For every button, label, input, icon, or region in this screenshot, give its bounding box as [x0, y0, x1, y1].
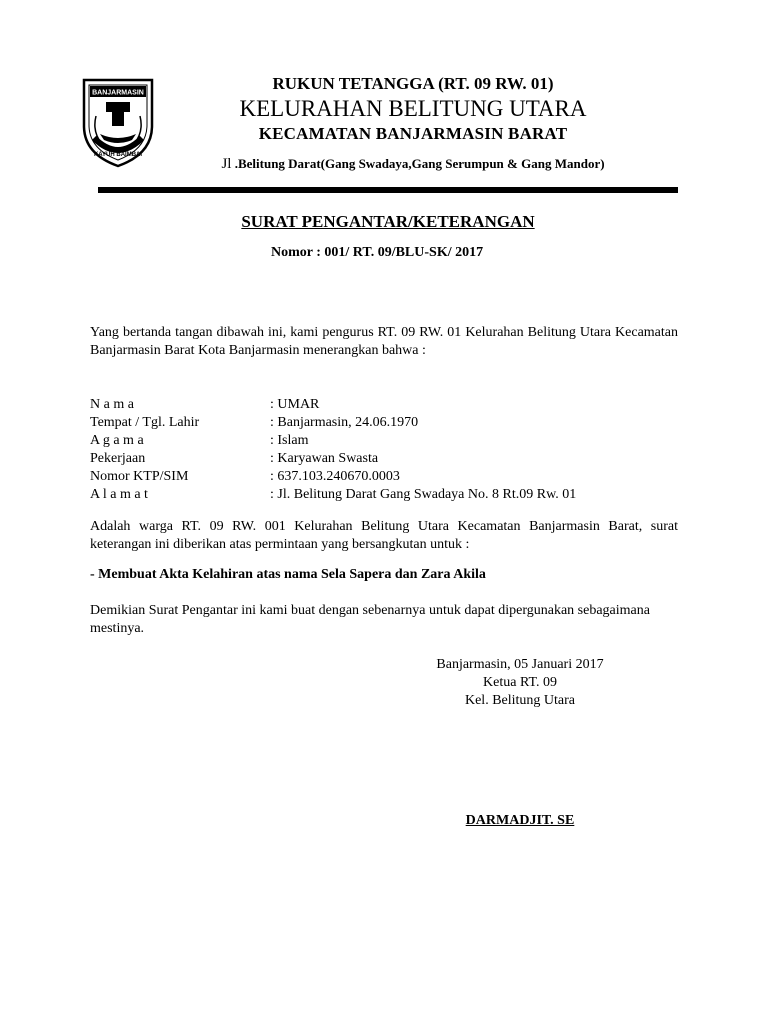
intro-paragraph: Yang bertanda tangan dibawah ini, kami pengurus RT. 09 RW. 01 Kelurahan Belitung Utara Kecamatan Banjarmasin Barat Kota Banjarmasin menerangkan bahwa : [90, 325, 678, 358]
signature-block [400, 656, 640, 710]
field-label: A l a m a t [90, 487, 148, 502]
field-value: : Jl. Belitung Darat Gang Swadaya No. 8 Rt.09 Rw. 01 [270, 487, 577, 502]
signature-place-date: Banjarmasin, 05 Januari 2017 [436, 657, 604, 672]
logo-bottom-text: KAYUH BAIMBAI [93, 152, 143, 158]
field-row-birth [90, 414, 678, 432]
field-value: : Islam [270, 433, 309, 448]
address-prefix: Jl [221, 156, 232, 172]
logo-top-text: BANJARMASIN [92, 89, 144, 97]
identity-fields [90, 396, 678, 504]
purpose-line: - Membuat Akta Kelahiran atas nama Sela Sapera dan Zara Akila [90, 567, 486, 582]
address-rest: .Belitung Darat(Gang Swadaya,Gang Serumpun & Gang Mandor) [231, 156, 605, 171]
letter-title: SURAT PENGANTAR/KETERANGAN [241, 212, 535, 231]
signer-name: DARMADJIT. SE [465, 813, 575, 828]
field-label: N a m a [90, 397, 134, 412]
field-row-address [90, 486, 678, 504]
field-label: Nomor KTP/SIM [90, 469, 189, 484]
statement-paragraph: Adalah warga RT. 09 RW. 001 Kelurahan Belitung Utara Kecamatan Banjarmasin Barat, surat keterangan ini diberikan atas permintaan yang bersangkutan untuk : [90, 519, 678, 552]
letter-number: Nomor : 001/ RT. 09/BLU-SK/ 2017 [271, 245, 484, 260]
field-row-occupation [90, 450, 678, 468]
letterhead-address [170, 156, 656, 173]
field-row-id-number [90, 468, 678, 486]
field-value: : 637.103.240670.0003 [270, 469, 400, 484]
letterhead-rt-rw: RUKUN TETANGGA (RT. 09 RW. 01) [272, 74, 554, 93]
header-divider [98, 187, 678, 193]
field-value: : Karyawan Swasta [270, 451, 379, 466]
letterhead-kelurahan: KELURAHAN BELITUNG UTARA [239, 96, 587, 121]
field-row-name [90, 396, 678, 414]
field-row-religion [90, 432, 678, 450]
signature-position: Ketua RT. 09 [483, 675, 557, 690]
field-value: : Banjarmasin, 24.06.1970 [270, 415, 419, 430]
letterhead-kecamatan: KECAMATAN BANJARMASIN BARAT [258, 124, 568, 143]
closing-paragraph: Demikian Surat Pengantar ini kami buat dengan sebenarnya untuk dapat dipergunakan sebagaimana mestinya. [90, 603, 650, 636]
field-label: Tempat / Tgl. Lahir [90, 415, 200, 430]
city-emblem-logo [78, 76, 158, 168]
field-value: : UMAR [270, 397, 320, 412]
field-label: A g a m a [90, 433, 144, 448]
signature-unit: Kel. Belitung Utara [464, 693, 576, 708]
field-label: Pekerjaan [90, 451, 146, 466]
